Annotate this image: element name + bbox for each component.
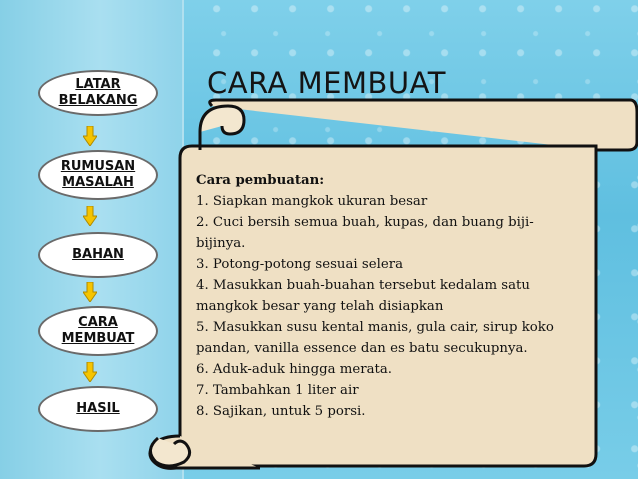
down-arrow-icon — [83, 126, 97, 146]
page-title: CARA MEMBUAT — [207, 66, 446, 100]
down-arrow-icon — [83, 282, 97, 302]
instruction-line: pandan, vanilla essence dan es batu secukupnya. — [196, 341, 528, 356]
instruction-line: mangkok besar yang telah disiapkan — [196, 299, 444, 314]
instruction-line: 4. Masukkan buah-buahan tersebut kedalam satu — [196, 278, 530, 293]
instruction-line: 5. Masukkan susu kental manis, gula cair, sirup koko — [196, 320, 554, 335]
instruction-line: bijinya. — [196, 236, 246, 251]
instruction-line: 2. Cuci bersih semua buah, kupas, dan buang biji- — [196, 215, 534, 230]
nav-label: HASIL — [76, 401, 120, 416]
nav-label: CARA MEMBUAT — [61, 315, 135, 346]
instruction-line: 8. Sajikan, untuk 5 porsi. — [196, 404, 366, 419]
nav-label: LATAR BELAKANG — [58, 77, 138, 108]
instructions-heading: Cara pembuatan: — [196, 173, 325, 188]
instructions — [196, 170, 596, 422]
instruction-line: 3. Potong-potong sesuai selera — [196, 257, 403, 272]
down-arrow-icon — [83, 206, 97, 226]
nav-label: BAHAN — [72, 247, 124, 262]
nav-label: RUMUSAN MASALAH — [60, 159, 136, 190]
down-arrow-icon — [83, 362, 97, 382]
instruction-line: 7. Tambahkan 1 liter air — [196, 383, 359, 398]
instruction-line: 6. Aduk-aduk hingga merata. — [196, 362, 393, 377]
instruction-line: 1. Siapkan mangkok ukuran besar — [196, 194, 428, 209]
